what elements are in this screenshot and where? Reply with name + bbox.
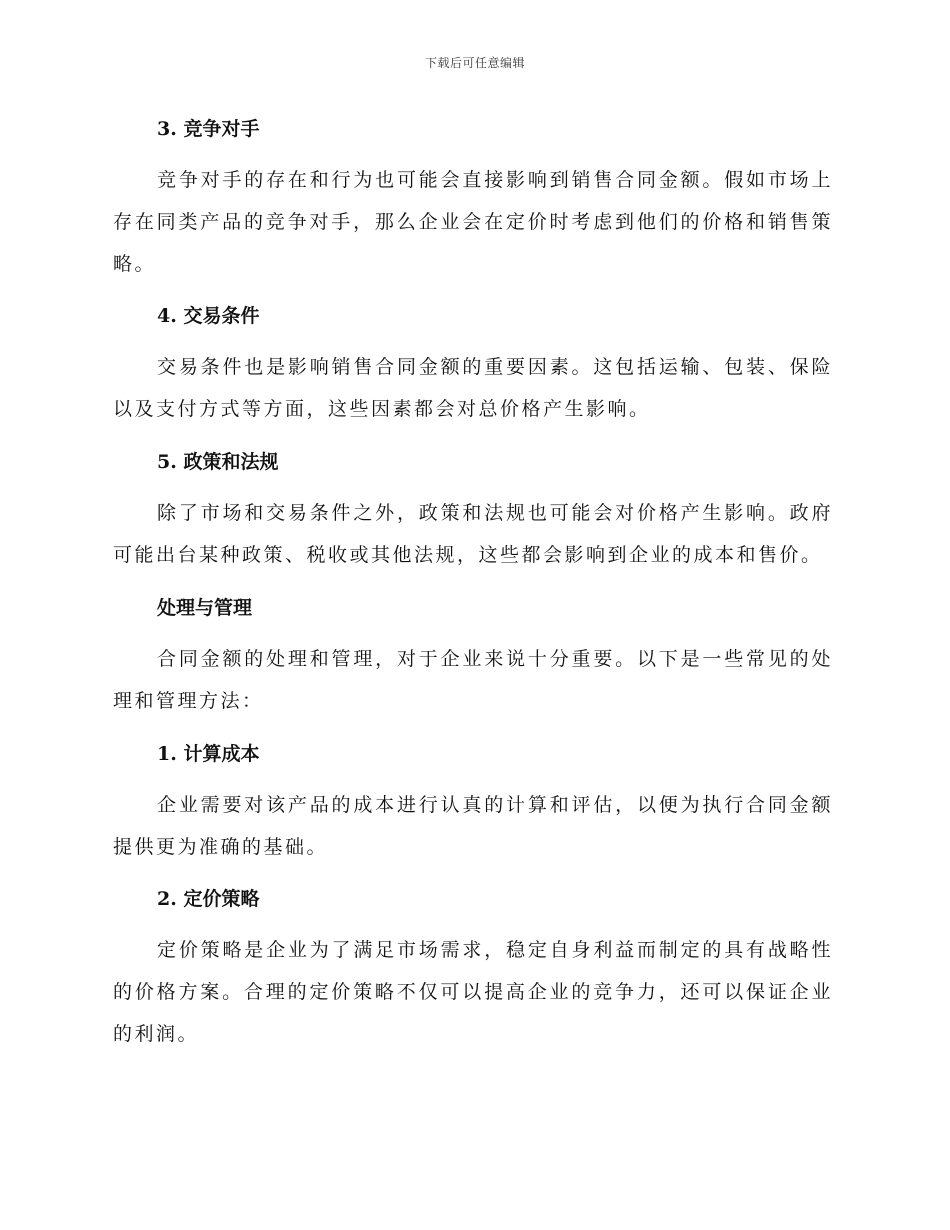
section-paragraph-trade-terms: 交易条件也是影响销售合同金额的重要因素。这包括运输、包装、保险以及支付方式等方面，这些因素都会对总价格产生影响。: [113, 356, 833, 420]
section-heading-trade-terms: 4. 交易条件: [157, 305, 260, 327]
section-paragraph-pricing: 定价策略是企业为了满足市场需求，稳定自身利益而制定的具有战略性的价格方案。合理的定价策略不仅可以提高企业的竞争力，还可以保证企业的利润。: [113, 939, 833, 1045]
section-paragraph-policy: 除了市场和交易条件之外，政策和法规也可能会对价格产生影响。政府可能出台某种政策、税收或其他法规，这些都会影响到企业的成本和售价。: [113, 502, 833, 566]
section-paragraph-handling: 合同金额的处理和管理，对于企业来说十分重要。以下是一些常见的处理和管理方法：: [113, 648, 833, 712]
section-heading-cost: 1. 计算成本: [157, 743, 260, 765]
section-heading-pricing: 2. 定价策略: [157, 888, 260, 910]
section-heading-handling: 处理与管理: [157, 597, 253, 619]
section-paragraph-competitors: 竞争对手的存在和行为也可能会直接影响到销售合同金额。假如市场上存在同类产品的竞争对手，那么企业会在定价时考虑到他们的价格和销售策略。: [113, 169, 833, 275]
section-heading-competitors: 3. 竞争对手: [157, 118, 260, 140]
section-heading-policy: 5. 政策和法规: [157, 451, 279, 473]
section-paragraph-cost: 企业需要对该产品的成本进行认真的计算和评估，以便为执行合同金额提供更为准确的基础。: [113, 794, 833, 858]
page-header: 下载后可任意编辑: [424, 56, 525, 70]
